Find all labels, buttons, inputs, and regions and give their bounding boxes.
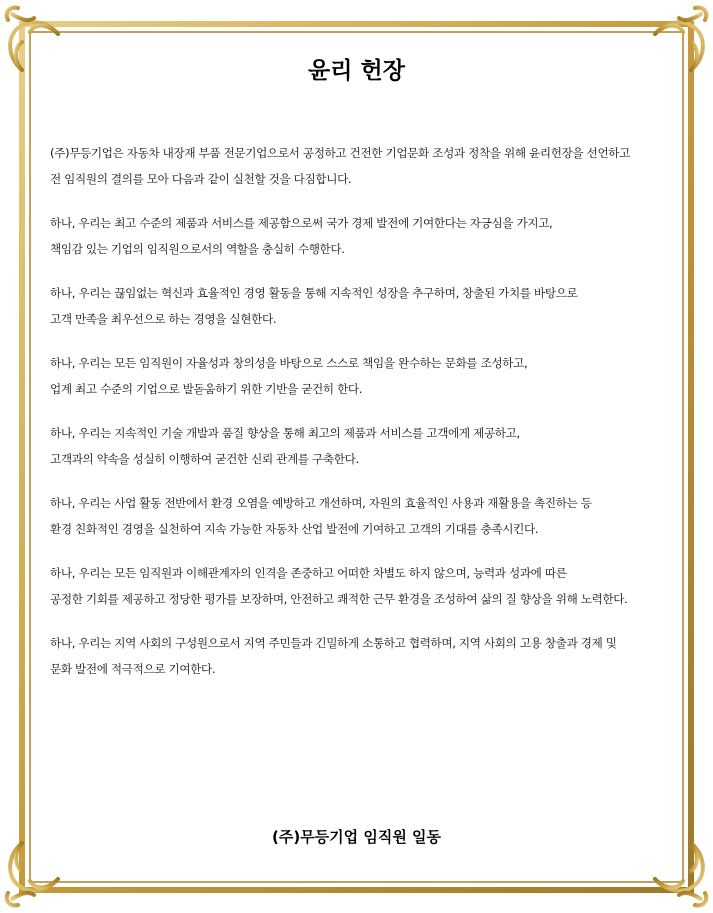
charter-paragraph-5	[50, 490, 690, 542]
page-title: 윤리 헌장	[308, 58, 405, 84]
paragraph-line: 하나, 우리는 사업 활동 전반에서 환경 오염을 예방하고 개선하며, 자원의 효율적인 사용과 재활용을 촉진하는 등	[50, 496, 592, 510]
charter-paragraph-7	[50, 630, 690, 682]
paragraph-line: 고객과의 약속을 성실히 이행하여 굳건한 신뢰 관계를 구축한다.	[50, 452, 359, 466]
paragraph-line: 고객 만족을 최우선으로 하는 경영을 실현한다.	[50, 312, 277, 326]
charter-paragraph-preamble	[50, 140, 690, 192]
paragraph-line: 전 임직원의 결의를 모아 다음과 같이 실천할 것을 다짐합니다.	[50, 172, 352, 186]
charter-paragraph-6	[50, 560, 690, 612]
paragraph-line: (주)무등기업은 자동차 내장재 부품 전문기업으로서 공정하고 건전한 기업문화 조성과 정착을 위해 윤리헌장을 선언하고	[50, 146, 631, 160]
charter-paragraph-2	[50, 280, 690, 332]
paragraph-line: 하나, 우리는 지역 사회의 구성원으로서 지역 주민들과 긴밀하게 소통하고 협력하며, 지역 사회의 고용 창출과 경제 및	[50, 636, 617, 650]
paragraph-line: 책임감 있는 기업의 임직원으로서의 역할을 충실히 수행한다.	[50, 242, 345, 256]
charter-paragraph-3	[50, 350, 690, 402]
signature-line: (주)무등기업 임직원 일동	[271, 828, 442, 846]
paragraph-line: 하나, 우리는 모든 임직원과 이해관계자의 인격을 존중하고 어떠한 차별도 하지 않으며, 능력과 성과에 따른	[50, 566, 567, 580]
corner-ornament-bottom-left	[7, 843, 58, 905]
paragraph-line: 하나, 우리는 최고 수준의 제품과 서비스를 제공함으로써 국가 경제 발전에 기여한다는 자긍심을 가지고,	[50, 216, 553, 230]
paragraph-line: 공정한 기회를 제공하고 정당한 평가를 보장하며, 안전하고 쾌적한 근무 환경을 조성하여 삶의 질 향상을 위해 노력한다.	[50, 592, 628, 606]
paragraph-line: 환경 친화적인 경영을 실천하여 지속 가능한 자동차 산업 발전에 기여하고 고객의 기대를 충족시킨다.	[50, 522, 539, 536]
charter-body	[50, 140, 690, 700]
paragraph-line: 하나, 우리는 지속적인 기술 개발과 품질 향상을 통해 최고의 제품과 서비스를 고객에게 제공하고,	[50, 426, 520, 440]
charter-paragraph-4	[50, 420, 690, 472]
paragraph-line: 업계 최고 수준의 기업으로 발돋움하기 위한 기반을 굳건히 한다.	[50, 382, 363, 396]
corner-ornament-bottom-right	[655, 843, 706, 905]
paragraph-line: 문화 발전에 적극적으로 기여한다.	[50, 662, 216, 676]
paragraph-line: 하나, 우리는 모든 임직원이 자율성과 창의성을 바탕으로 스스로 책임을 완수하는 문화를 조성하고,	[50, 356, 528, 370]
paragraph-line: 하나, 우리는 끊임없는 혁신과 효율적인 경영 활동을 통해 지속적인 성장을 추구하며, 창출된 가치를 바탕으로	[50, 286, 578, 300]
charter-paragraph-1	[50, 210, 690, 262]
